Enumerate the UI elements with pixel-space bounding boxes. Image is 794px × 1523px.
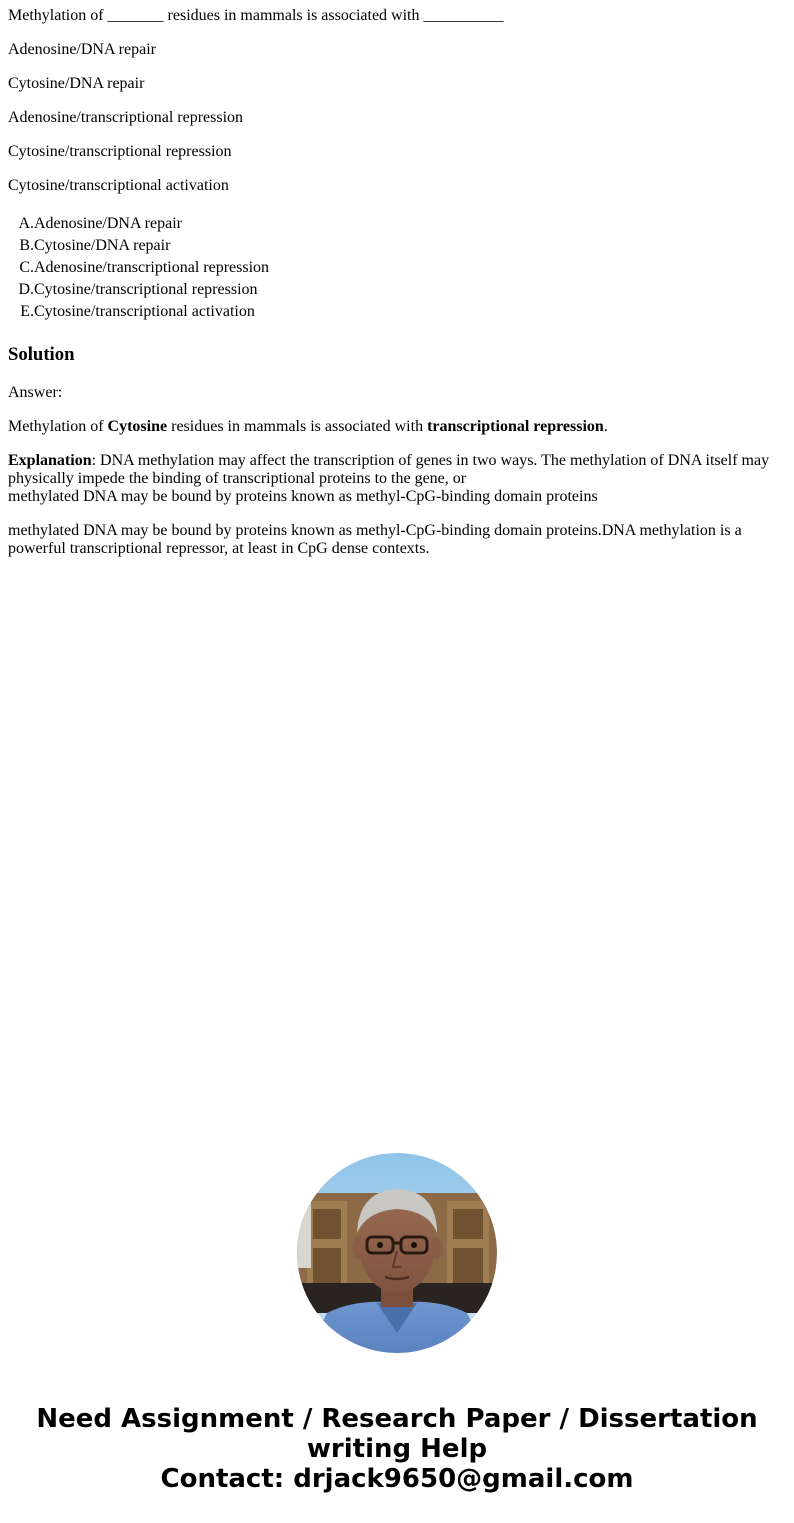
option-text: Cytosine/transcriptional activation (34, 303, 255, 320)
explanation-label: Explanation (8, 452, 92, 469)
option-letter: B. (19, 237, 34, 254)
plain-option-4: Cytosine/transcriptional repression (8, 143, 232, 160)
option-text: Cytosine/DNA repair (34, 237, 171, 254)
option-text: Cytosine/transcriptional repression (34, 281, 258, 298)
lettered-options-list (8, 213, 786, 323)
author-avatar (297, 1153, 497, 1353)
option-e (8, 301, 786, 323)
answer-label: Answer: (8, 384, 63, 401)
option-c (8, 257, 786, 279)
option-text: Adenosine/transcriptional repression (34, 259, 270, 276)
option-a (8, 213, 786, 235)
promo-line-2: writing Help (306, 1434, 488, 1464)
explanation-paragraph-2: methylated DNA may be bound by proteins known as methyl-CpG-binding domain proteins.DNA methylation is a powerful transcriptional repressor, at least in CpG dense contexts. (8, 522, 742, 557)
option-text: Adenosine/DNA repair (34, 215, 182, 232)
answer-effect: transcriptional repression (427, 418, 604, 435)
answer-sentence (8, 418, 786, 436)
explanation-text-2: methylated DNA may be bound by proteins known as methyl-CpG-binding domain proteins (8, 488, 598, 505)
answer-middle: residues in mammals is associated with (167, 418, 428, 435)
avatar-portrait-image (297, 1153, 497, 1353)
option-letter: E. (20, 303, 34, 320)
explanation-text-1: : DNA methylation may affect the transcription of genes in two ways. The methylation of DNA itself may physically impede the binding of transcriptional proteins to the gene, or (8, 452, 770, 487)
question-text: Methylation of _______ residues in mammals is associated with __________ (8, 7, 504, 24)
plain-option-1: Adenosine/DNA repair (8, 41, 156, 58)
option-letter: A. (18, 215, 34, 232)
answer-prefix: Methylation of (8, 418, 108, 435)
plain-option-2: Cytosine/DNA repair (8, 75, 145, 92)
option-d (8, 279, 786, 301)
promo-banner (0, 1404, 794, 1494)
option-letter: D. (18, 281, 34, 298)
option-b (8, 235, 786, 257)
solution-body (8, 384, 786, 574)
option-letter: C. (19, 259, 34, 276)
question-content (8, 7, 786, 557)
solution-heading: Solution (8, 344, 75, 365)
plain-option-5: Cytosine/transcriptional activation (8, 177, 229, 194)
explanation-paragraph (8, 452, 786, 506)
answer-residue: Cytosine (107, 418, 168, 435)
answer-suffix: . (603, 418, 608, 435)
promo-contact: Contact: drjack9650@gmail.com (160, 1464, 634, 1494)
promo-line-1: Need Assignment / Research Paper / Dissertation (36, 1404, 758, 1434)
plain-option-3: Adenosine/transcriptional repression (8, 109, 244, 126)
